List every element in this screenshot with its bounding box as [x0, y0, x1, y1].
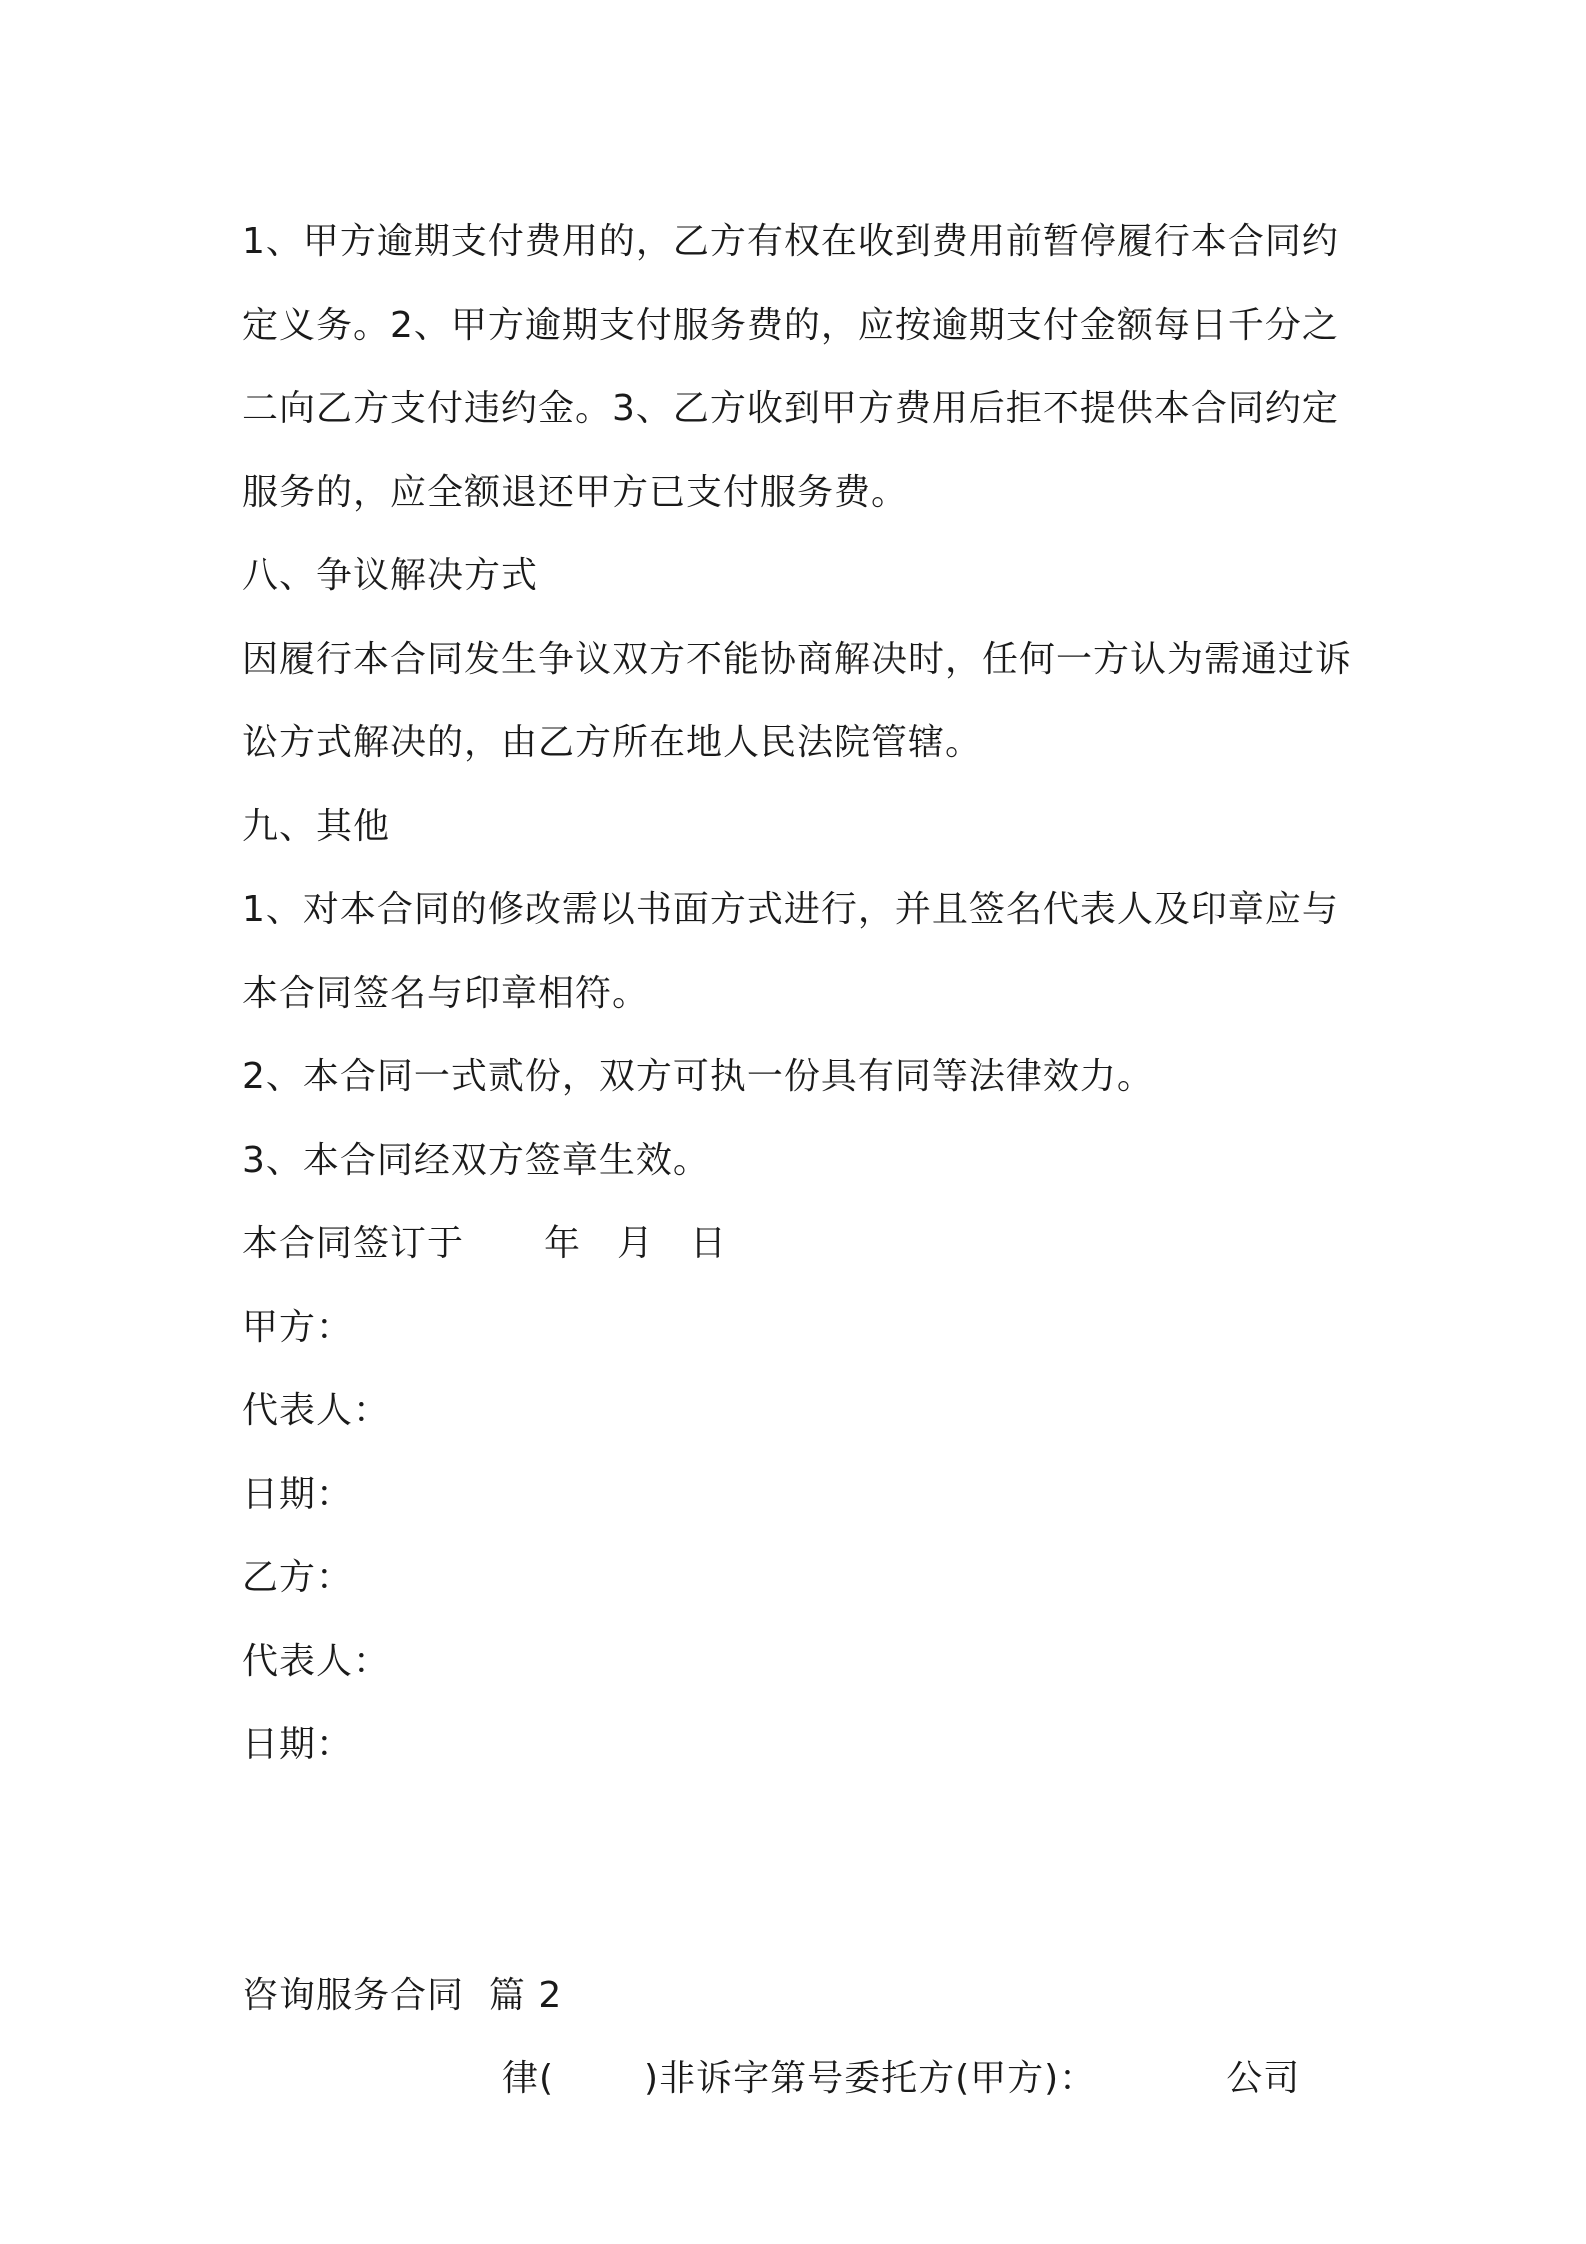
signed-date-year: 年	[544, 1223, 582, 1264]
reference-middle: )非诉字第号委托方(甲方)：	[644, 2058, 1097, 2099]
reference-company: 公司	[1226, 2058, 1301, 2099]
section-9-item-1-line-1: 1、对本合同的修改需以书面方式进行，并且签名代表人及印章应与	[242, 889, 1339, 930]
section-8-line-2: 讼方式解决的，由乙方所在地人民法院管辖。	[242, 722, 983, 763]
document-page	[242, 200, 1358, 2121]
section-8-heading: 八、争议解决方式	[242, 555, 539, 596]
signed-date-line	[242, 1202, 1358, 1286]
clause-7-line-1: 1、甲方逾期支付费用的，乙方有权在收到费用前暂停履行本合同约	[242, 221, 1339, 262]
section-8-line-1: 因履行本合同发生争议双方不能协商解决时，任何一方认为需通过诉	[242, 638, 1353, 680]
clause-7-line-3: 二向乙方支付违约金。3、乙方收到甲方费用后拒不提供本合同约定	[242, 388, 1339, 429]
clause-7-line-2: 定义务。2、甲方逾期支付服务费的，应按逾期支付金额每日千分之	[242, 304, 1339, 346]
next-contract-title: 咨询服务合同 篇 2	[242, 1974, 563, 2016]
party-a-date-label: 日期：	[242, 1473, 354, 1515]
section-gap	[242, 1787, 1358, 1954]
section-9-item-1-line-2: 本合同签名与印章相符。	[242, 972, 650, 1014]
signed-date-prefix: 本合同签订于	[242, 1223, 465, 1264]
signed-date-day: 日	[690, 1223, 728, 1264]
party-a-representative-label: 代表人：	[242, 1390, 391, 1431]
section-9-item-2: 2、本合同一式贰份，双方可执一份具有同等法律效力。	[242, 1056, 1154, 1097]
next-contract-reference-line	[242, 2037, 1358, 2121]
signed-date-month: 月	[617, 1223, 655, 1264]
section-9-heading: 九、其他	[242, 805, 391, 847]
party-b-label: 乙方：	[242, 1557, 354, 1598]
section-9-item-3: 3、本合同经双方签章生效。	[242, 1139, 710, 1181]
reference-prefix: 律(	[502, 2058, 555, 2099]
party-b-date-label: 日期：	[242, 1724, 354, 1765]
party-b-representative-label: 代表人：	[242, 1640, 391, 1682]
party-a-label: 甲方：	[242, 1306, 354, 1348]
clause-7-line-4: 服务的，应全额退还甲方已支付服务费。	[242, 471, 909, 513]
